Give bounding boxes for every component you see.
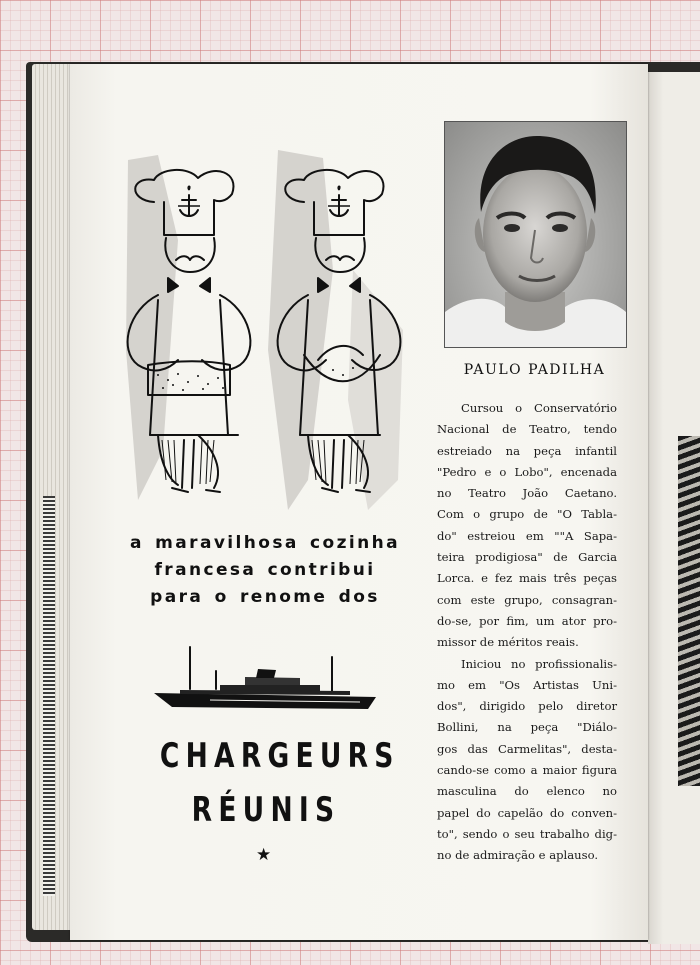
advert-slogan xyxy=(120,530,410,611)
brand-name-line2: RÉUNIS xyxy=(191,790,341,830)
actor-bio xyxy=(437,398,617,867)
slogan-line: a maravilhosa cozinha xyxy=(129,533,400,553)
facing-page-artwork xyxy=(678,436,700,786)
bio-line: Bollini, na peça "Diálo- xyxy=(437,720,617,735)
bio-line: Iniciou no profissionalis- xyxy=(461,656,617,671)
bio-line: do-se, por fim, um ator pro- xyxy=(437,613,617,628)
bio-line: estreiado na peça infantil xyxy=(437,443,617,458)
bio-line: do" estreiou em ""A Sapa- xyxy=(437,528,617,543)
ship-illustration-icon xyxy=(150,643,380,715)
page-edge-strip xyxy=(43,496,55,896)
bio-line: cando-se como a maior figura xyxy=(437,763,617,778)
actor-name: PAULO PADILHA xyxy=(463,362,606,378)
bio-line: gos das Carmelitas", desta- xyxy=(437,741,617,756)
bio-line: dos", dirigido pelo diretor xyxy=(437,699,617,714)
bio-line: no de admiração e aplauso. xyxy=(437,848,599,863)
star-icon: ★ xyxy=(256,845,272,865)
portrait-photo-icon xyxy=(444,121,627,348)
bio-line: to", sendo o seu trabalho dig- xyxy=(437,826,617,841)
bio-line: missor de méritos reais. xyxy=(437,635,579,650)
slogan-line: francesa contribui xyxy=(154,560,376,580)
slogan-line: para o renome dos xyxy=(150,587,380,607)
bio-line: "Pedro e o Lobo", encenada xyxy=(437,464,617,479)
bio-line: no Teatro João Caetano. xyxy=(437,486,617,501)
bio-line: Cursou o Conservatório xyxy=(461,401,617,415)
bio-line: masculina do elenco no xyxy=(437,784,617,799)
bio-line: teira prodigiosa" de Garcia xyxy=(437,550,617,565)
bio-line: mo em "Os Artistas Uni- xyxy=(437,677,617,692)
brand-name-line1: CHARGEURS xyxy=(159,736,400,776)
bio-line: Com o grupo de "O Tabla- xyxy=(437,507,617,522)
bio-line: Nacional de Teatro, tendo xyxy=(437,422,617,437)
bio-line: papel do capelão do conven- xyxy=(437,805,617,820)
bio-line: com este grupo, consagran- xyxy=(437,592,617,607)
chef-illustration-icon xyxy=(118,150,418,520)
bio-line: Lorca. e fez mais três peças xyxy=(437,571,617,586)
